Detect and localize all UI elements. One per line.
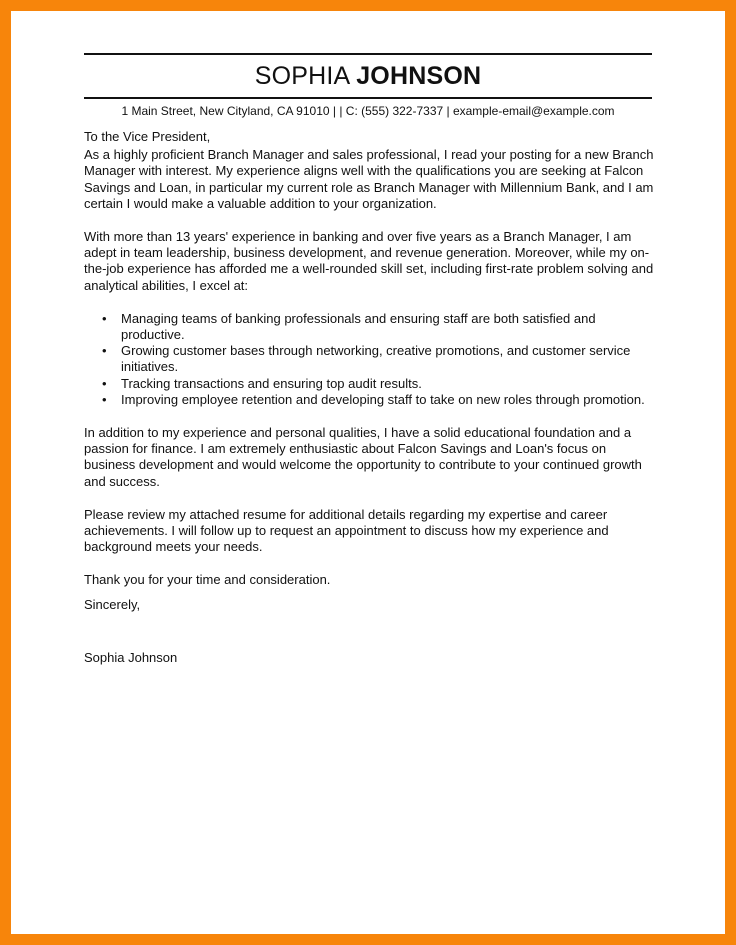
bullet-icon: • — [102, 343, 107, 359]
letter-body — [84, 129, 654, 666]
salutation: To the Vice President, — [84, 129, 211, 144]
paragraph-intro: As a highly proficient Branch Manager and sales professional, I read your posting for a new Branch Manager with interest. My experience aligns well with the qualifications you are seeking at Falcon Savings and Loan, in particular my current role as Branch Manager with Millennium Bank, and I am certain I would make a valuable addition to your organization. — [84, 147, 654, 211]
list-item — [102, 391, 654, 408]
list-item-text: Managing teams of banking professionals and ensuring staff are both satisfied and productive. — [121, 310, 596, 343]
first-name: SOPHIA — [254, 62, 350, 90]
signature: Sophia Johnson — [84, 649, 178, 665]
bullet-icon: • — [102, 391, 107, 407]
contact-line: 1 Main Street, New Cityland, CA 91010 | | C: (555) 322-7337 | example-email@example.com — [121, 104, 615, 118]
paragraph-experience: With more than 13 years' experience in banking and over five years as a Branch Manager, I am adept in team leadership, business development, and revenue generation. Moreover, while my on-the-job experience has afforded me a well-rounded skill set, including first-rate problem solving and analytical abilities, I excel at: — [84, 229, 654, 293]
list-item — [102, 310, 654, 343]
list-item — [102, 375, 654, 392]
list-item — [102, 343, 654, 375]
header-bottom-rule — [84, 97, 652, 99]
applicant-name — [84, 60, 652, 92]
paragraph-follow-up: Please review my attached resume for additional details regarding my expertise and career achievements. I will follow up to request an appointment to discuss how my experience and background meets your needs. — [84, 506, 609, 555]
last-name: JOHNSON — [356, 62, 482, 90]
closing-line: Sincerely, — [84, 596, 141, 612]
header-top-rule — [84, 53, 652, 55]
bullet-icon: • — [102, 310, 107, 326]
paragraph-education: In addition to my experience and personal qualities, I have a solid educational foundation and a passion for finance. I am extremely enthusiastic about Falcon Savings and Loan's focus on business development and would welcome the opportunity to contribute to your continued growth and success. — [84, 425, 642, 489]
bullet-icon: • — [102, 375, 107, 391]
list-item-text: Growing customer bases through networking, creative promotions, and customer service initiatives. — [121, 343, 631, 375]
list-item-text: Tracking transactions and ensuring top audit results. — [121, 375, 422, 391]
list-item-text: Improving employee retention and developing staff to take on new roles through promotion. — [121, 391, 645, 407]
skills-list — [84, 311, 654, 408]
thanks-line: Thank you for your time and consideration. — [84, 572, 331, 588]
